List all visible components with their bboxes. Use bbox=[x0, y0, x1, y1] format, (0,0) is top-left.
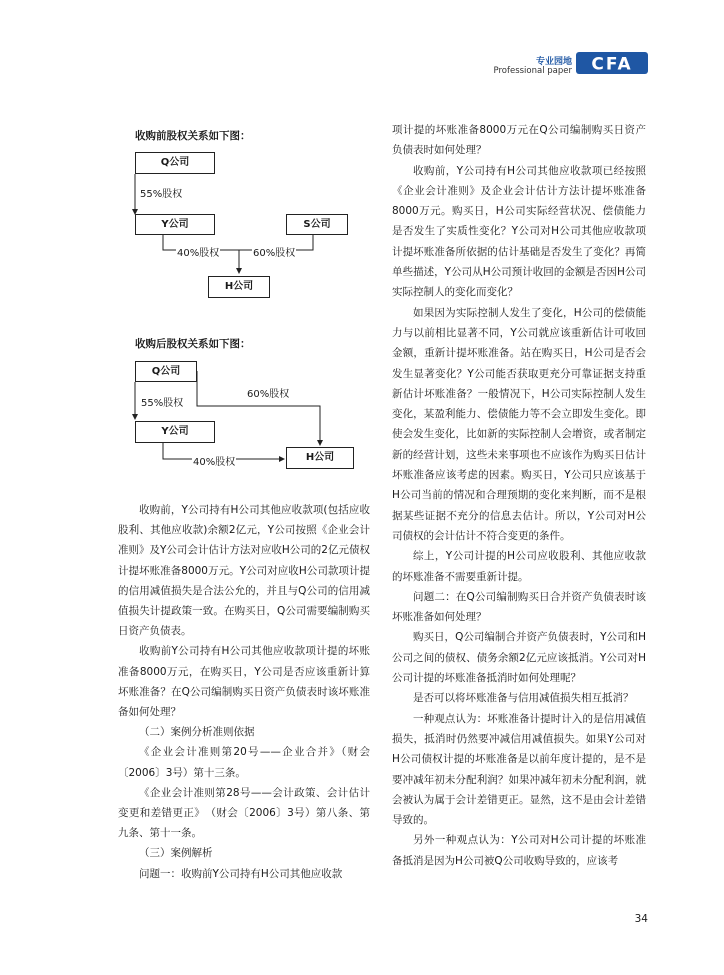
node-h-company: H公司 bbox=[208, 276, 270, 298]
paragraph: 问题一：收购前Y公司持有H公司其他应收款 bbox=[139, 867, 343, 880]
edge-label-s-h: 60%股权 bbox=[252, 244, 296, 259]
node-s-company: S公司 bbox=[286, 214, 348, 235]
paragraph: 另外一种观点认为：Y公司对H公司计提的坏账准备抵消是因为H公司被Q公司收购导致的，应该考 bbox=[392, 834, 646, 867]
left-column-text bbox=[118, 500, 370, 884]
section-title-en: Professional paper bbox=[493, 66, 572, 76]
section-heading: （二）案例分析准则依据 bbox=[139, 726, 255, 739]
svg-text:CFA: CFA bbox=[591, 54, 633, 75]
edge-label-q-y: 55%股权 bbox=[140, 394, 184, 409]
paragraph: 收购前Y公司持有H公司其他应收款项计提的坏账准备8000万元，在购买日，Y公司是否应该重新计算坏账准备？在Q公司编制购买日资产负债表时该坏账准备如何处理？ bbox=[118, 645, 370, 719]
paragraph: 收购前，Y公司持有H公司其他应收款项(包括应收股利、其他应收款)余额2亿元，Y公司按照《企业会计准则》及Y公司会计估计方法对应收H公司的2亿元债权计提坏账准备8000万元。Y公司对应收H公司款项计提的信用减值损失是合法公允的，并且与Q公司的信用减值损失计提政策一致。在购买日，Q公司需要编制购买日资产负债表。 bbox=[118, 504, 370, 638]
ownership-diagram-before bbox=[118, 150, 370, 300]
node-h-company: H公司 bbox=[286, 447, 354, 469]
paragraph: 《企业会计准则第20号——企业合并》（财会〔2006〕3号）第十三条。 bbox=[118, 746, 370, 779]
edge-label-y-h: 40%股权 bbox=[176, 244, 220, 259]
edge-label-y-h: 40%股权 bbox=[192, 453, 236, 468]
section-title-cn: 专业园地 bbox=[535, 57, 572, 67]
page-number: 34 bbox=[634, 913, 648, 925]
node-q-company: Q公司 bbox=[135, 152, 215, 174]
node-y-company: Y公司 bbox=[135, 421, 215, 443]
paragraph: 是否可以将坏账准备与信用减值损失相互抵消？ bbox=[413, 692, 634, 705]
node-q-company: Q公司 bbox=[135, 361, 197, 382]
edge-label-q-y: 55%股权 bbox=[139, 185, 183, 200]
diagram-before-caption: 收购前股权关系如下图： bbox=[135, 130, 251, 142]
ownership-diagram-after bbox=[118, 359, 370, 471]
paragraph: 综上，Y公司计提的H公司应收股利、其他应收款的坏账准备不需要重新计提。 bbox=[392, 550, 646, 583]
paragraph: 项计提的坏账准备8000万元在Q公司编制购买日资产负债表时如何处理？ bbox=[392, 124, 646, 157]
section-heading: （三）案例解析 bbox=[139, 847, 213, 860]
paragraph: 如果因为实际控制人发生了变化，H公司的偿债能力与以前相比显著不同，Y公司就应该重新估计可收回金额，重新计提坏账准备。站在购买日，H公司是否会发生显著变化？Y公司能否获取更充分可靠证据支持重新估计坏账准备？一般情况下，H公司实际控制人发生变化，某盈利能力、偿债能力等不会立即发生变化。即使会发生变化，比如新的实际控制人会增资，或者制定新的经营计划，这些未来事项也不应该作为购买日估计坏账准备应该考虑的因素。购买日，Y公司只应该基于H公司当前的情况和合理预期的变化来判断，而不是根据某些证据不充分的信息去估计。所以，Y公司对H公司债权的会计估计不符合变更的条件。 bbox=[392, 306, 646, 542]
paragraph: 《企业会计准则第28号——会计政策、会计估计变更和差错更正》 （财会〔2006〕3号）第八条、第九条、第十一条。 bbox=[118, 786, 370, 840]
paragraph: 问题二：在Q公司编制购买日合并资产负债表时该坏账准备如何处理？ bbox=[392, 590, 646, 624]
right-column-text bbox=[392, 120, 646, 871]
edge-label-q-h: 60%股权 bbox=[246, 385, 290, 400]
diagram-after-caption: 收购后股权关系如下图： bbox=[135, 338, 251, 350]
page-header bbox=[448, 50, 648, 80]
paragraph: 购买日，Q公司编制合并资产负债表时，Y公司和H公司之间的债权、债务余额2亿元应该抵消。Y公司对H公司计提的坏账准备抵消时如何处理呢？ bbox=[392, 631, 646, 685]
paragraph: 一种观点认为：坏账准备计提时计入的是信用减值损失，抵消时仍然要冲减信用减值损失。如果Y公司对H公司债权计提的坏账准备是以前年度计提的，是不是要冲减年初未分配利润？如果冲减年初未分配利润，就会被认为属于会计差错更正。显然，这不是由会计差错导致的。 bbox=[392, 712, 646, 827]
paragraph: 收购前，Y公司持有H公司其他应收款项已经按照《企业会计准则》及企业会计估计方法计提坏账准备8000万元。购买日，H公司实际经营状况、偿债能力是否发生了实质性变化？Y公司对H公司其他应收款项计提坏账准备所依据的估计基础是否发生了变化？再简单些描述，Y公司从H公司预计收回的金额是否因H公司实际控制人的变化而变化？ bbox=[392, 164, 646, 299]
node-y-company: Y公司 bbox=[135, 214, 215, 235]
journal-logo bbox=[576, 50, 648, 76]
